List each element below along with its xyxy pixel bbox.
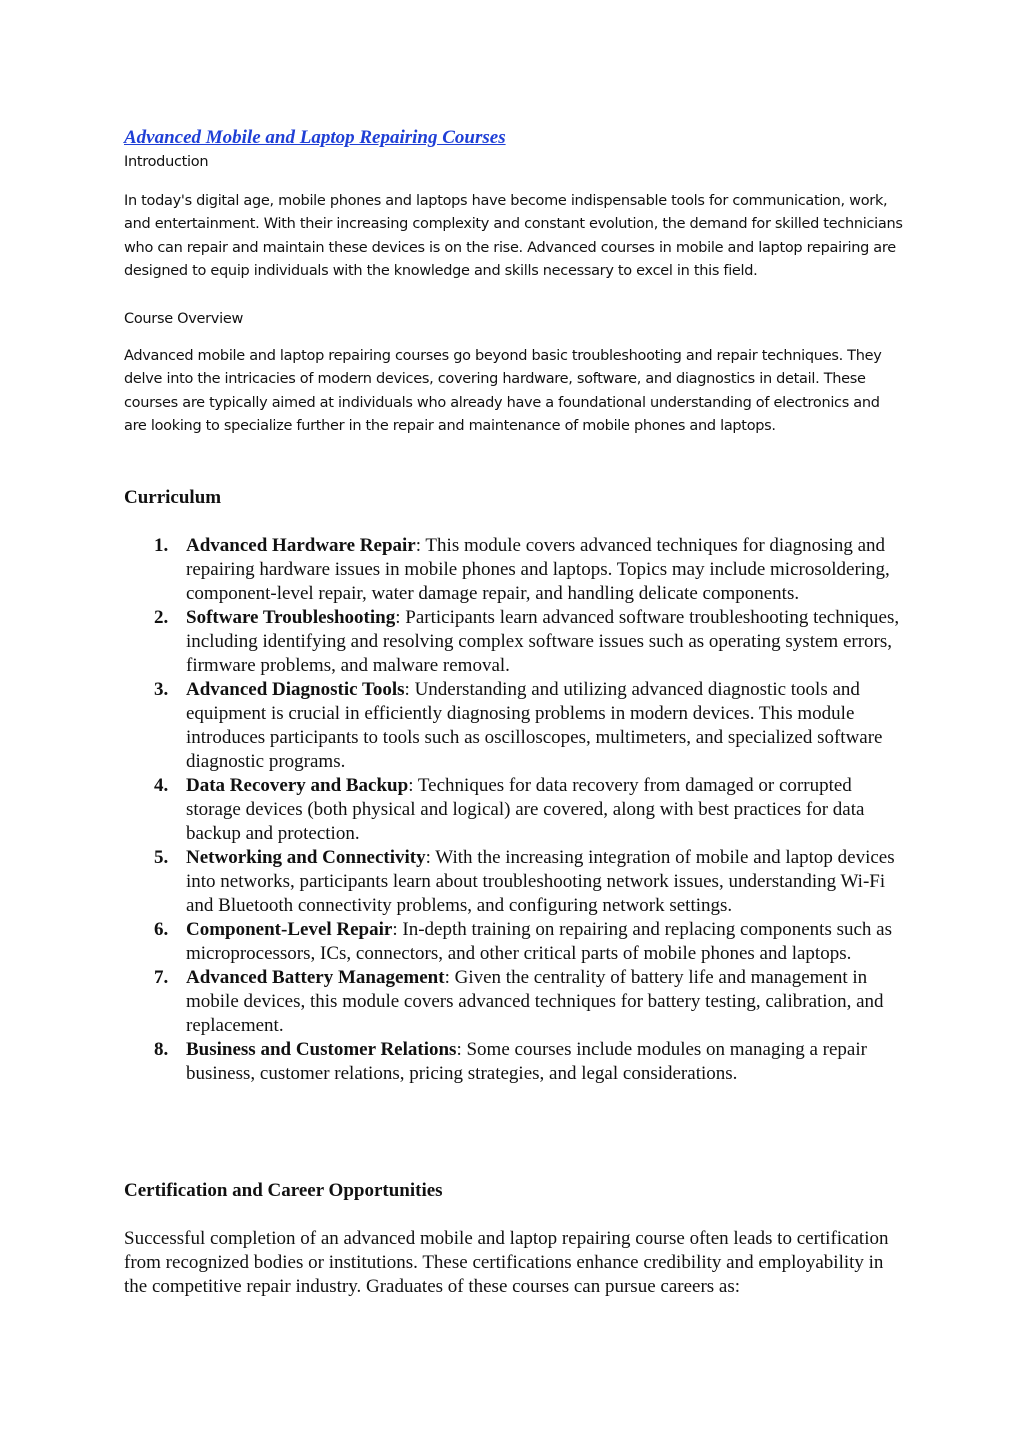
curriculum-item bbox=[124, 774, 904, 846]
curriculum-heading: Curriculum bbox=[124, 487, 222, 508]
curriculum-item bbox=[124, 1038, 904, 1086]
curriculum-item bbox=[124, 606, 904, 678]
certification-heading: Certification and Career Opportunities bbox=[124, 1180, 443, 1201]
curriculum-list bbox=[124, 534, 904, 1086]
list-number: 6. bbox=[154, 919, 169, 940]
curriculum-term: Advanced Battery Management bbox=[186, 967, 445, 988]
curriculum-item bbox=[124, 918, 904, 966]
curriculum-description: : In-depth training on repairing and replacing components such as microprocessors, ICs, connectors, and other critical parts of mobile phones and laptops. bbox=[186, 919, 893, 964]
curriculum-term: Component-Level Repair bbox=[186, 919, 393, 940]
curriculum-description: : Understanding and utilizing advanced diagnostic tools and equipment is crucial in efficiently diagnosing problems in modern devices. This module introduces participants to tools such as oscilloscopes, multimeters, and specialized software diagnostic programs. bbox=[186, 679, 883, 772]
list-number: 3. bbox=[154, 679, 169, 700]
curriculum-description: : Some courses include modules on managing a repair business, customer relations, pricing strategies, and legal considerations. bbox=[186, 1039, 867, 1084]
list-number: 5. bbox=[154, 847, 169, 868]
curriculum-description: : Participants learn advanced software troubleshooting techniques, including identifying and resolving complex software issues such as operating system errors, firmware problems, and malware removal. bbox=[186, 607, 900, 676]
curriculum-item bbox=[124, 966, 904, 1038]
curriculum-term: Software Troubleshooting bbox=[186, 607, 396, 628]
curriculum-description: : This module covers advanced techniques for diagnosing and repairing hardware issues in mobile phones and laptops. Topics may include microsoldering, component-level repair, water damage repair, and handling delicate components. bbox=[186, 535, 890, 604]
list-number: 1. bbox=[154, 535, 169, 556]
list-number: 8. bbox=[154, 1039, 169, 1060]
curriculum-item bbox=[124, 846, 904, 918]
course-overview-heading: Course Overview bbox=[124, 311, 243, 327]
curriculum-description: : With the increasing integration of mobile and laptop devices into networks, participants learn about troubleshooting network issues, understanding Wi-Fi and Bluetooth connectivity problems, and configuring network settings. bbox=[186, 847, 895, 916]
curriculum-description: : Techniques for data recovery from damaged or corrupted storage devices (both physical and logical) are covered, along with best practices for data backup and protection. bbox=[186, 775, 865, 844]
curriculum-item bbox=[124, 678, 904, 774]
list-number: 2. bbox=[154, 607, 169, 628]
curriculum-item bbox=[124, 534, 904, 606]
introduction-paragraph: In today's digital age, mobile phones and laptops have become indispensable tools for communication, work, and entertainment. With their increasing complexity and constant evolution, the demand for skilled technicians who can repair and maintain these devices is on the rise. Advanced courses in mobile and laptop repairing are designed to equip individuals with the knowledge and skills necessary to excel in this field. bbox=[124, 193, 903, 279]
curriculum-term: Networking and Connectivity bbox=[186, 847, 426, 868]
list-number: 4. bbox=[154, 775, 169, 796]
certification-paragraph: Successful completion of an advanced mobile and laptop repairing course often leads to certification from recognized bodies or institutions. These certifications enhance credibility and employability in the competitive repair industry. Graduates of these courses can pursue careers as: bbox=[124, 1228, 889, 1297]
course-overview-paragraph: Advanced mobile and laptop repairing courses go beyond basic troubleshooting and repair techniques. They delve into the intricacies of modern devices, covering hardware, software, and diagnostics in detail. These courses are typically aimed at individuals who already have a foundational understanding of electronics and are looking to specialize further in the repair and maintenance of mobile phones and laptops. bbox=[124, 348, 882, 434]
list-number: 7. bbox=[154, 967, 169, 988]
curriculum-term: Advanced Hardware Repair bbox=[186, 535, 416, 556]
curriculum-term: Advanced Diagnostic Tools bbox=[186, 679, 405, 700]
curriculum-term: Data Recovery and Backup bbox=[186, 775, 409, 796]
introduction-heading: Introduction bbox=[124, 154, 209, 170]
curriculum-description: : Given the centrality of battery life and management in mobile devices, this module covers advanced techniques for battery testing, calibration, and replacement. bbox=[186, 967, 884, 1036]
document-title-link[interactable]: Advanced Mobile and Laptop Repairing Courses bbox=[124, 127, 506, 148]
curriculum-term: Business and Customer Relations bbox=[186, 1039, 457, 1060]
